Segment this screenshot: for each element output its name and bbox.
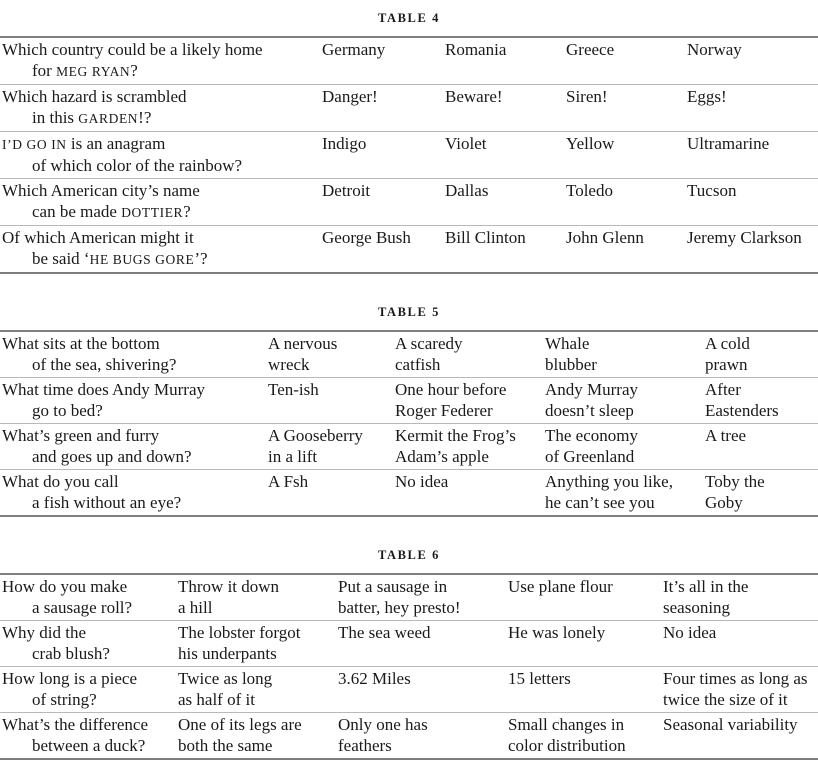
question-line: What time does Andy Murray (2, 380, 206, 399)
answer-cell (663, 576, 818, 618)
question-cell (0, 714, 178, 756)
answer-line: John Glenn (566, 228, 644, 247)
answer-cell (268, 333, 395, 375)
table-row (0, 575, 818, 620)
answer-cell (687, 86, 818, 129)
answer-cell (178, 714, 338, 756)
answer-line: Use plane flour (508, 577, 613, 596)
answer-line: Roger Federer (395, 401, 493, 420)
table-5-title: TABLE 5 (377, 305, 441, 319)
answer-line: Germany (322, 40, 386, 59)
answer-line: Kermit the Frog’s (395, 426, 516, 445)
question-line: in this GARDEN!? (32, 108, 152, 127)
table-row (0, 38, 818, 84)
answer-cell (566, 86, 687, 129)
answer-line: Norway (687, 40, 742, 59)
question-line: Which hazard is scrambled (2, 87, 187, 106)
table-6-title: TABLE 6 (377, 548, 441, 562)
answer-line: Goby (705, 493, 743, 512)
answer-cell (508, 576, 663, 618)
answer-line: 3.62 Miles (338, 669, 411, 688)
answer-line: The sea weed (338, 623, 431, 642)
question-cell (0, 180, 322, 223)
question-line: for MEG RYAN? (32, 61, 138, 80)
answer-line: Ultramarine (687, 134, 770, 153)
question-cell (0, 622, 178, 664)
answer-line: wreck (268, 355, 310, 374)
answer-cell (338, 714, 508, 756)
answer-cell (545, 425, 705, 467)
table-row (0, 84, 818, 131)
answer-cell (566, 227, 687, 270)
answer-line: his underpants (178, 644, 277, 663)
answer-line: catfish (395, 355, 441, 374)
answer-line: Jeremy Clarkson (687, 228, 802, 247)
answer-line: Andy Murray (545, 380, 639, 399)
question-line: can be made DOTTIER? (32, 202, 191, 221)
question-cell (0, 668, 178, 710)
answer-line: in a lift (268, 447, 318, 466)
table-row (0, 620, 818, 666)
answer-line: batter, hey presto! (338, 598, 461, 617)
table-4-body (0, 36, 818, 274)
answer-line: Small changes in (508, 715, 625, 734)
table-row (0, 225, 818, 272)
answer-cell (322, 180, 445, 223)
table-4-title: TABLE 4 (377, 11, 441, 25)
answer-line: Bill Clinton (445, 228, 526, 247)
answer-cell (322, 133, 445, 176)
answer-line: feathers (338, 736, 392, 755)
answer-line: No idea (663, 623, 717, 642)
answer-cell (545, 379, 705, 421)
answer-cell (268, 425, 395, 467)
answer-cell (395, 471, 545, 513)
answer-line: George Bush (322, 228, 411, 247)
answer-line: Dallas (445, 181, 489, 200)
answer-line: Throw it down (178, 577, 280, 596)
question-cell (0, 576, 178, 618)
answer-line: A tree (705, 426, 747, 445)
answer-line: Tucson (687, 181, 737, 200)
answer-line: he can’t see you (545, 493, 655, 512)
answer-cell (687, 39, 818, 82)
question-line: of which color of the rainbow? (32, 156, 243, 175)
question-line: Of which American might it (2, 228, 194, 247)
question-line: What’s green and furry (2, 426, 160, 445)
question-cell (0, 133, 322, 176)
answer-line: twice the size of it (663, 690, 788, 709)
answer-line: Violet (445, 134, 487, 153)
question-line: What do you call (2, 472, 119, 491)
table-6-section (0, 539, 818, 760)
answer-cell (395, 379, 545, 421)
question-line: Which country could be a likely home (2, 40, 263, 59)
answer-line: Ten-ish (268, 380, 319, 399)
question-line: Why did the (2, 623, 87, 642)
answer-cell (178, 622, 338, 664)
answer-line: After (705, 380, 741, 399)
question-line: of the sea, shivering? (32, 355, 177, 374)
answer-line: doesn’t sleep (545, 401, 634, 420)
answer-line: Siren! (566, 87, 608, 106)
small-caps-text: I’D GO IN (2, 137, 67, 152)
table-row (0, 712, 818, 758)
answer-cell (508, 714, 663, 756)
answer-line: Toby the (705, 472, 765, 491)
answer-line: The economy (545, 426, 638, 445)
question-line: How long is a piece (2, 669, 138, 688)
answer-cell (705, 379, 818, 421)
table-5-section (0, 296, 818, 517)
answer-cell (705, 425, 818, 467)
question-line: a fish without an eye? (32, 493, 182, 512)
question-line: crab blush? (32, 644, 110, 663)
answer-cell (508, 668, 663, 710)
answer-line: color distribution (508, 736, 626, 755)
answer-cell (566, 39, 687, 82)
answer-line: Greece (566, 40, 615, 59)
answer-line: No idea (395, 472, 449, 491)
question-line: between a duck? (32, 736, 146, 755)
answer-cell (663, 714, 818, 756)
answer-cell (268, 379, 395, 421)
answer-line: blubber (545, 355, 597, 374)
answer-line: Adam’s apple (395, 447, 489, 466)
answer-line: 15 letters (508, 669, 571, 688)
answer-cell (338, 668, 508, 710)
answer-line: both the same (178, 736, 273, 755)
answer-line: He was lonely (508, 623, 606, 642)
question-cell (0, 86, 322, 129)
answer-line: seasoning (663, 598, 731, 617)
answer-line: Romania (445, 40, 507, 59)
answer-cell (445, 227, 566, 270)
answer-cell (687, 180, 818, 223)
answer-line: Put a sausage in (338, 577, 448, 596)
question-cell (0, 379, 268, 421)
answer-line: prawn (705, 355, 748, 374)
question-cell (0, 425, 268, 467)
answer-line: of Greenland (545, 447, 635, 466)
answer-cell (445, 86, 566, 129)
answer-cell (566, 180, 687, 223)
question-line: What’s the difference (2, 715, 149, 734)
table-row (0, 178, 818, 225)
answer-cell (395, 333, 545, 375)
table-row (0, 332, 818, 377)
answer-line: Only one has (338, 715, 428, 734)
question-line: be said ‘HE BUGS GORE’? (32, 249, 208, 268)
answer-cell (508, 622, 663, 664)
answer-cell (687, 133, 818, 176)
answer-cell (663, 622, 818, 664)
answer-cell (445, 39, 566, 82)
answer-cell (178, 576, 338, 618)
question-line: a sausage roll? (32, 598, 133, 617)
answer-cell (545, 333, 705, 375)
small-caps-text: HE BUGS GORE (89, 252, 195, 267)
question-cell (0, 39, 322, 82)
question-cell (0, 227, 322, 270)
answer-line: One of its legs are (178, 715, 302, 734)
answer-cell (445, 180, 566, 223)
answer-cell (663, 668, 818, 710)
question-cell (0, 471, 268, 513)
table-4-section (0, 2, 818, 274)
question-line: and goes up and down? (32, 447, 192, 466)
small-caps-text: MEG RYAN (56, 64, 131, 79)
answer-line: Beware! (445, 87, 503, 106)
answer-cell (178, 668, 338, 710)
answer-cell (395, 425, 545, 467)
answer-line: A nervous (268, 334, 338, 353)
question-cell (0, 333, 268, 375)
answer-line: Toledo (566, 181, 613, 200)
answer-cell (705, 471, 818, 513)
answer-line: a hill (178, 598, 213, 617)
answer-cell (545, 471, 705, 513)
answer-cell (322, 86, 445, 129)
answer-cell (705, 333, 818, 375)
answer-cell (338, 622, 508, 664)
small-caps-text: DOTTIER (121, 205, 184, 220)
answer-line: Eggs! (687, 87, 727, 106)
question-line: Which American city’s name (2, 181, 200, 200)
question-line: What sits at the bottom (2, 334, 160, 353)
table-row (0, 469, 818, 515)
table-row (0, 131, 818, 178)
answer-cell (687, 227, 818, 270)
answer-line: A Gooseberry (268, 426, 363, 445)
answer-line: Seasonal variability (663, 715, 798, 734)
question-line: How do you make (2, 577, 128, 596)
answer-cell (445, 133, 566, 176)
answer-line: Whale (545, 334, 590, 353)
answer-line: A cold (705, 334, 750, 353)
table-row (0, 377, 818, 423)
answer-line: Indigo (322, 134, 367, 153)
answer-cell (566, 133, 687, 176)
answer-line: as half of it (178, 690, 255, 709)
answer-line: The lobster forgot (178, 623, 301, 642)
answer-cell (268, 471, 395, 513)
answer-line: Four times as long as (663, 669, 808, 688)
answer-cell (322, 39, 445, 82)
answer-line: Danger! (322, 87, 378, 106)
answer-line: Anything you like, (545, 472, 673, 491)
table-6-body (0, 573, 818, 760)
small-caps-text: GARDEN (78, 111, 139, 126)
table-5-body (0, 330, 818, 517)
answer-line: Detroit (322, 181, 371, 200)
answer-line: A Fsh (268, 472, 309, 491)
table-row (0, 423, 818, 469)
answer-line: It’s all in the (663, 577, 749, 596)
answer-line: Yellow (566, 134, 615, 153)
answer-line: Twice as long (178, 669, 273, 688)
answer-line: One hour before (395, 380, 507, 399)
question-line: of string? (32, 690, 97, 709)
question-line: go to bed? (32, 401, 103, 420)
question-line: I’D GO IN is an anagram (2, 134, 166, 153)
table-row (0, 666, 818, 712)
answer-line: Eastenders (705, 401, 779, 420)
answer-line: A scaredy (395, 334, 463, 353)
answer-cell (322, 227, 445, 270)
answer-cell (338, 576, 508, 618)
